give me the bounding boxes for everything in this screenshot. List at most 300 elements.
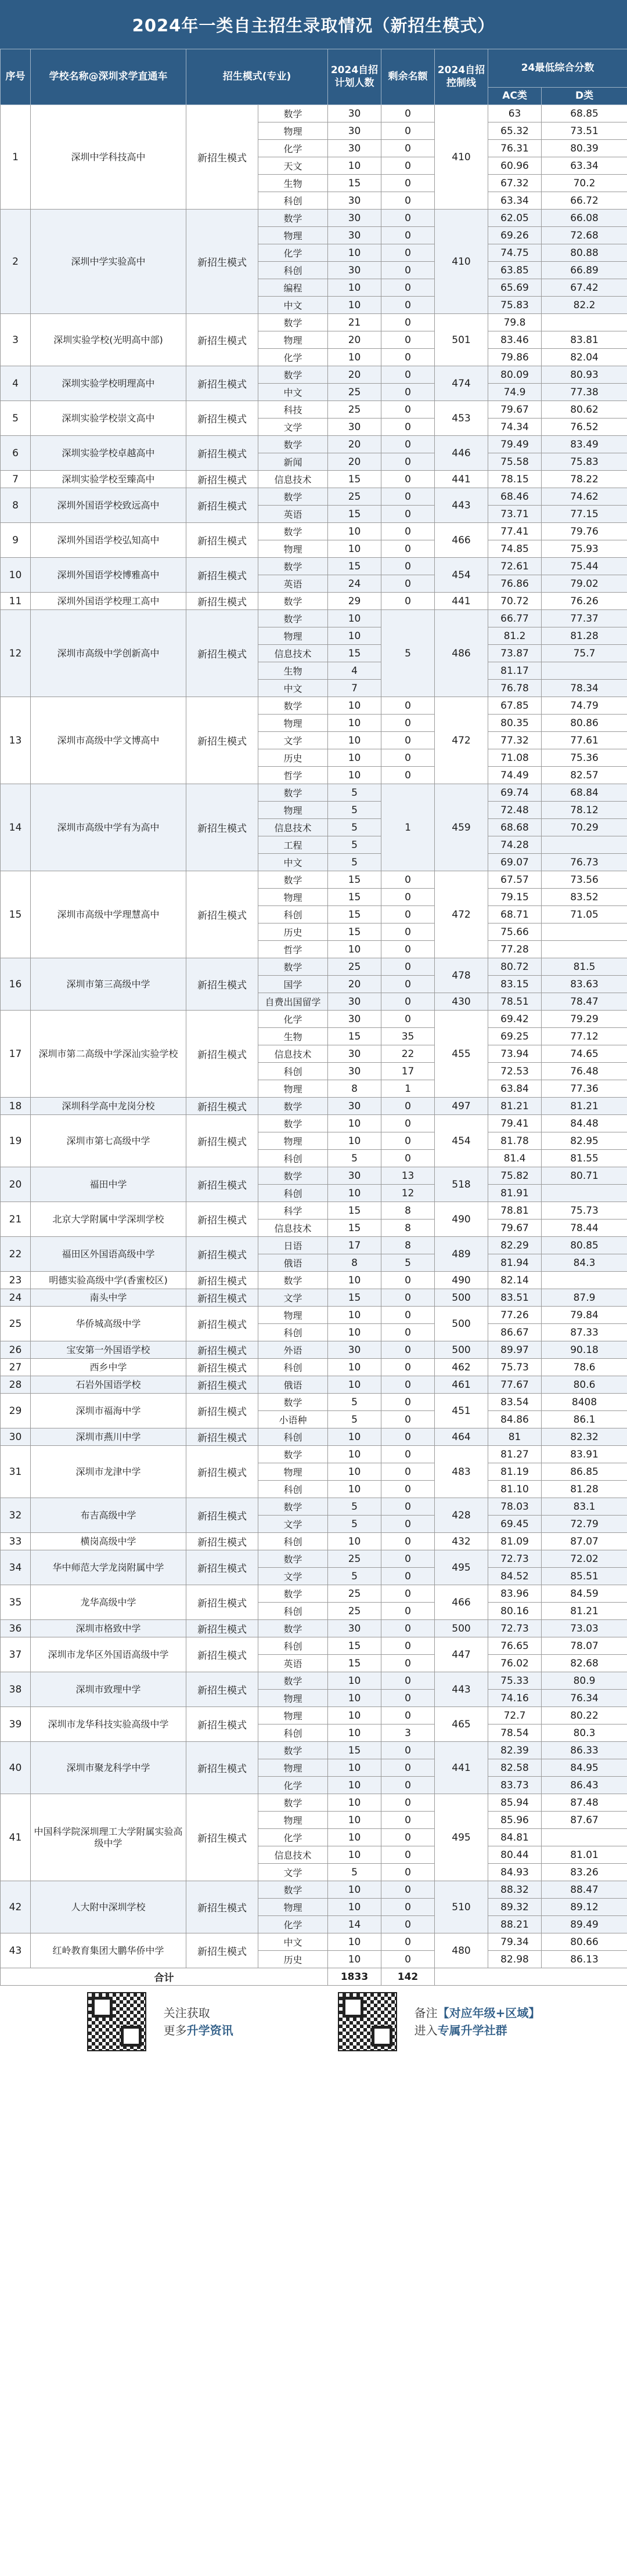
remaining-cell: 0 — [381, 1394, 435, 1411]
page-title: 2024年一类自主招生录取情况（新招生模式） — [0, 0, 627, 49]
subject-cell: 数学 — [258, 1550, 328, 1568]
row-seq: 35 — [1, 1585, 31, 1620]
school-name: 明德实验高级中学(香蜜校区) — [31, 1272, 186, 1289]
mode-cell: 新招生模式 — [186, 436, 258, 471]
remaining-cell: 0 — [381, 122, 435, 140]
control-line-cell: 480 — [435, 1933, 488, 1968]
score-d-cell: 87.67 — [542, 1812, 627, 1829]
plan-cell: 15 — [328, 889, 381, 906]
remaining-cell: 17 — [381, 1063, 435, 1080]
mode-cell: 新招生模式 — [186, 1202, 258, 1237]
row-seq: 43 — [1, 1933, 31, 1968]
remaining-cell: 0 — [381, 1777, 435, 1794]
remaining-cell: 0 — [381, 749, 435, 767]
plan-cell: 10 — [328, 767, 381, 784]
subject-cell: 科创 — [258, 1481, 328, 1498]
table-row — [1, 314, 627, 331]
school-name: 福田中学 — [31, 1167, 186, 1202]
score-d-cell: 68.85 — [542, 105, 627, 122]
mode-cell: 新招生模式 — [186, 401, 258, 436]
score-ac-cell: 68.46 — [488, 488, 542, 506]
score-d-cell: 80.93 — [542, 366, 627, 384]
row-seq: 23 — [1, 1272, 31, 1289]
score-ac-cell: 78.51 — [488, 993, 542, 1011]
plan-cell: 10 — [328, 1672, 381, 1690]
table-row — [1, 471, 627, 488]
score-d-cell: 80.9 — [542, 1672, 627, 1690]
plan-cell: 30 — [328, 1045, 381, 1063]
remaining-cell: 0 — [381, 906, 435, 923]
subject-cell: 历史 — [258, 923, 328, 941]
remaining-cell: 0 — [381, 732, 435, 749]
mode-cell: 新招生模式 — [186, 523, 258, 558]
remaining-cell: 1 — [381, 784, 435, 871]
plan-cell: 21 — [328, 314, 381, 331]
score-ac-cell: 81.17 — [488, 662, 542, 680]
subject-cell: 物理 — [258, 627, 328, 645]
plan-cell: 5 — [328, 784, 381, 802]
plan-cell: 10 — [328, 1707, 381, 1724]
subject-cell: 数学 — [258, 105, 328, 122]
mode-cell: 新招生模式 — [186, 1428, 258, 1446]
school-name: 红岭教育集团大鹏华侨中学 — [31, 1933, 186, 1968]
subject-cell: 俄语 — [258, 1376, 328, 1394]
score-d-cell: 79.76 — [542, 523, 627, 540]
subject-cell: 物理 — [258, 889, 328, 906]
score-ac-cell: 69.45 — [488, 1516, 542, 1533]
mode-cell: 新招生模式 — [186, 1098, 258, 1115]
score-ac-cell: 79.67 — [488, 401, 542, 418]
mode-cell: 新招生模式 — [186, 1707, 258, 1742]
plan-cell: 5 — [328, 1411, 381, 1428]
plan-cell: 5 — [328, 802, 381, 819]
subject-cell: 文学 — [258, 1289, 328, 1307]
remaining-cell: 0 — [381, 593, 435, 610]
score-ac-cell: 80.72 — [488, 958, 542, 976]
subject-cell: 科学 — [258, 1202, 328, 1220]
school-name: 深圳市高级中学文博高中 — [31, 697, 186, 784]
mode-cell: 新招生模式 — [186, 210, 258, 314]
mode-cell: 新招生模式 — [186, 1794, 258, 1881]
table-row — [1, 1742, 627, 1759]
subject-cell: 化学 — [258, 1011, 328, 1028]
subject-cell: 国学 — [258, 976, 328, 993]
score-ac-cell: 75.82 — [488, 1167, 542, 1185]
score-ac-cell: 74.49 — [488, 767, 542, 784]
score-ac-cell: 73.87 — [488, 645, 542, 662]
plan-cell: 30 — [328, 192, 381, 210]
school-name: 深圳市龙华科技实验高级中学 — [31, 1707, 186, 1742]
score-ac-cell: 83.46 — [488, 331, 542, 349]
plan-cell: 30 — [328, 1098, 381, 1115]
score-d-cell: 80.88 — [542, 244, 627, 262]
plan-cell: 5 — [328, 1394, 381, 1411]
row-seq: 36 — [1, 1620, 31, 1637]
subject-cell: 生物 — [258, 1028, 328, 1045]
score-ac-cell: 81.4 — [488, 1150, 542, 1167]
subject-cell: 科创 — [258, 1185, 328, 1202]
subject-cell: 英语 — [258, 1655, 328, 1672]
table-row — [1, 1498, 627, 1516]
score-ac-cell: 76.31 — [488, 140, 542, 157]
score-d-cell: 78.12 — [542, 802, 627, 819]
plan-cell: 8 — [328, 1080, 381, 1098]
score-ac-cell: 72.48 — [488, 802, 542, 819]
mode-cell: 新招生模式 — [186, 314, 258, 366]
mode-cell: 新招生模式 — [186, 1881, 258, 1933]
remaining-cell: 0 — [381, 349, 435, 366]
score-ac-cell: 69.07 — [488, 854, 542, 871]
score-ac-cell: 78.81 — [488, 1202, 542, 1220]
score-d-cell: 79.29 — [542, 1011, 627, 1028]
school-name: 深圳外国语学校致远高中 — [31, 488, 186, 523]
score-ac-cell: 89.32 — [488, 1899, 542, 1916]
plan-cell: 15 — [328, 471, 381, 488]
plan-cell: 15 — [328, 1637, 381, 1655]
score-ac-cell: 65.69 — [488, 279, 542, 297]
score-ac-cell: 86.67 — [488, 1324, 542, 1341]
remaining-cell: 0 — [381, 1550, 435, 1568]
remaining-cell: 0 — [381, 1533, 435, 1550]
mode-cell: 新招生模式 — [186, 1637, 258, 1672]
score-d-cell: 76.52 — [542, 418, 627, 436]
remaining-cell: 0 — [381, 1881, 435, 1899]
plan-cell: 10 — [328, 697, 381, 715]
score-d-cell: 77.37 — [542, 610, 627, 627]
control-line-cell: 441 — [435, 593, 488, 610]
score-ac-cell: 77.26 — [488, 1307, 542, 1324]
row-seq: 17 — [1, 1011, 31, 1098]
subject-cell: 数学 — [258, 210, 328, 227]
remaining-cell: 0 — [381, 767, 435, 784]
subject-cell: 工程 — [258, 836, 328, 854]
remaining-cell: 0 — [381, 401, 435, 418]
row-seq: 24 — [1, 1289, 31, 1307]
remaining-cell: 0 — [381, 941, 435, 958]
score-d-cell: 86.43 — [542, 1777, 627, 1794]
plan-cell: 10 — [328, 1899, 381, 1916]
plan-cell: 7 — [328, 680, 381, 697]
school-name: 宝安第一外国语学校 — [31, 1341, 186, 1359]
mode-cell: 新招生模式 — [186, 1237, 258, 1272]
score-ac-cell: 72.73 — [488, 1550, 542, 1568]
score-d-cell: 72.68 — [542, 227, 627, 244]
footer-left-highlight: 升学资讯 — [186, 2023, 233, 2037]
subject-cell: 数学 — [258, 1498, 328, 1516]
row-seq: 14 — [1, 784, 31, 871]
score-d-cell: 77.36 — [542, 1080, 627, 1098]
score-d-cell: 78.34 — [542, 680, 627, 697]
score-ac-cell: 62.05 — [488, 210, 542, 227]
control-line-cell: 454 — [435, 1115, 488, 1167]
score-ac-cell: 77.28 — [488, 941, 542, 958]
remaining-cell: 0 — [381, 1498, 435, 1516]
score-ac-cell: 68.68 — [488, 819, 542, 836]
plan-cell: 30 — [328, 1011, 381, 1028]
subject-cell: 物理 — [258, 122, 328, 140]
mode-cell: 新招生模式 — [186, 1272, 258, 1289]
remaining-cell: 0 — [381, 1516, 435, 1533]
remaining-cell: 0 — [381, 1324, 435, 1341]
plan-cell: 8 — [328, 1254, 381, 1272]
score-ac-cell: 71.08 — [488, 749, 542, 767]
subject-cell: 外语 — [258, 1341, 328, 1359]
score-ac-cell: 66.77 — [488, 610, 542, 627]
table-row — [1, 697, 627, 715]
table-row — [1, 871, 627, 889]
school-name: 深圳市高级中学创新高中 — [31, 610, 186, 697]
plan-cell: 10 — [328, 1324, 381, 1341]
plan-cell: 30 — [328, 1167, 381, 1185]
control-line-cell: 497 — [435, 1098, 488, 1115]
remaining-cell: 0 — [381, 1759, 435, 1777]
score-d-cell: 86.33 — [542, 1742, 627, 1759]
score-ac-cell: 80.16 — [488, 1603, 542, 1620]
plan-cell: 20 — [328, 331, 381, 349]
header-control: 2024自招控制线 — [435, 49, 488, 105]
score-ac-cell: 75.33 — [488, 1672, 542, 1690]
score-d-cell: 85.51 — [542, 1568, 627, 1585]
remaining-cell: 0 — [381, 105, 435, 122]
control-line-cell: 466 — [435, 1585, 488, 1620]
header-d: D类 — [542, 88, 627, 105]
plan-cell: 25 — [328, 958, 381, 976]
remaining-cell: 35 — [381, 1028, 435, 1045]
score-d-cell: 89.49 — [542, 1916, 627, 1933]
score-d-cell: 86.13 — [542, 1951, 627, 1968]
control-line-cell: 446 — [435, 436, 488, 471]
control-line-cell: 441 — [435, 471, 488, 488]
score-ac-cell: 74.85 — [488, 540, 542, 558]
subject-cell: 物理 — [258, 331, 328, 349]
school-name: 深圳外国语学校博雅高中 — [31, 558, 186, 593]
subject-cell: 物理 — [258, 802, 328, 819]
remaining-cell: 0 — [381, 993, 435, 1011]
plan-cell: 15 — [328, 871, 381, 889]
score-d-cell: 80.86 — [542, 715, 627, 732]
plan-cell: 14 — [328, 1916, 381, 1933]
score-ac-cell: 78.15 — [488, 471, 542, 488]
subject-cell: 化学 — [258, 1777, 328, 1794]
score-ac-cell: 77.41 — [488, 523, 542, 540]
score-d-cell: 84.59 — [542, 1585, 627, 1603]
score-d-cell: 83.91 — [542, 1446, 627, 1463]
subject-cell: 数学 — [258, 1115, 328, 1132]
score-ac-cell: 84.52 — [488, 1568, 542, 1585]
plan-cell: 10 — [328, 1812, 381, 1829]
score-d-cell: 70.29 — [542, 819, 627, 836]
score-ac-cell: 82.58 — [488, 1759, 542, 1777]
remaining-cell: 8 — [381, 1202, 435, 1220]
school-name: 深圳市龙华区外国语高级中学 — [31, 1637, 186, 1672]
score-d-cell: 76.34 — [542, 1690, 627, 1707]
remaining-cell: 0 — [381, 488, 435, 506]
score-ac-cell: 81.91 — [488, 1185, 542, 1202]
row-seq: 31 — [1, 1446, 31, 1498]
plan-cell: 25 — [328, 401, 381, 418]
mode-cell: 新招生模式 — [186, 1933, 258, 1968]
remaining-cell: 0 — [381, 1359, 435, 1376]
control-line-cell: 478 — [435, 958, 488, 993]
subject-cell: 俄语 — [258, 1254, 328, 1272]
subject-cell: 数学 — [258, 1585, 328, 1603]
plan-cell: 20 — [328, 453, 381, 471]
subject-cell: 物理 — [258, 1463, 328, 1481]
score-d-cell: 66.89 — [542, 262, 627, 279]
remaining-cell: 0 — [381, 1603, 435, 1620]
row-seq: 9 — [1, 523, 31, 558]
score-ac-cell: 67.85 — [488, 697, 542, 715]
score-ac-cell: 75.66 — [488, 923, 542, 941]
control-line-cell: 430 — [435, 993, 488, 1011]
remaining-cell: 0 — [381, 1933, 435, 1951]
remaining-cell: 0 — [381, 1655, 435, 1672]
school-name: 深圳市福海中学 — [31, 1394, 186, 1428]
score-d-cell: 83.52 — [542, 889, 627, 906]
qr-code-left[interactable] — [87, 1992, 146, 2051]
plan-cell: 15 — [328, 1028, 381, 1045]
plan-cell: 29 — [328, 593, 381, 610]
row-seq: 16 — [1, 958, 31, 1011]
mode-cell: 新招生模式 — [186, 105, 258, 210]
remaining-cell: 0 — [381, 1150, 435, 1167]
subject-cell: 科创 — [258, 1428, 328, 1446]
plan-cell: 15 — [328, 175, 381, 192]
qr-code-right[interactable] — [338, 1992, 397, 2051]
row-seq: 18 — [1, 1098, 31, 1115]
subject-cell: 数学 — [258, 610, 328, 627]
subject-cell: 中文 — [258, 680, 328, 697]
score-ac-cell: 81.94 — [488, 1254, 542, 1272]
plan-cell: 30 — [328, 140, 381, 157]
score-ac-cell: 81.78 — [488, 1132, 542, 1150]
score-ac-cell: 78.03 — [488, 1498, 542, 1516]
plan-cell: 10 — [328, 941, 381, 958]
score-ac-cell: 80.35 — [488, 715, 542, 732]
school-name: 深圳市第七高级中学 — [31, 1115, 186, 1167]
remaining-cell: 0 — [381, 471, 435, 488]
table-row — [1, 1707, 627, 1724]
plan-cell: 30 — [328, 1341, 381, 1359]
school-name: 深圳外国语学校弘知高中 — [31, 523, 186, 558]
mode-cell: 新招生模式 — [186, 958, 258, 1011]
remaining-cell: 0 — [381, 140, 435, 157]
plan-cell: 10 — [328, 349, 381, 366]
plan-cell: 10 — [328, 627, 381, 645]
plan-cell: 10 — [328, 279, 381, 297]
plan-cell: 10 — [328, 1185, 381, 1202]
remaining-cell: 0 — [381, 1620, 435, 1637]
score-ac-cell: 73.94 — [488, 1045, 542, 1063]
score-ac-cell: 69.25 — [488, 1028, 542, 1045]
subject-cell: 物理 — [258, 1132, 328, 1150]
score-ac-cell: 69.74 — [488, 784, 542, 802]
school-name: 深圳市高级中学理慧高中 — [31, 871, 186, 958]
mode-cell: 新招生模式 — [186, 1289, 258, 1307]
school-name: 福田区外国语高级中学 — [31, 1237, 186, 1272]
subject-cell: 科创 — [258, 1637, 328, 1655]
remaining-cell: 0 — [381, 1115, 435, 1132]
score-ac-cell: 69.42 — [488, 1011, 542, 1028]
row-seq: 2 — [1, 210, 31, 314]
school-name: 深圳市龙津中学 — [31, 1446, 186, 1498]
subject-cell: 哲学 — [258, 941, 328, 958]
mode-cell: 新招生模式 — [186, 1307, 258, 1341]
score-ac-cell: 81.09 — [488, 1533, 542, 1550]
mode-cell: 新招生模式 — [186, 1498, 258, 1533]
table-row — [1, 1167, 627, 1185]
header-mode: 招生模式(专业) — [186, 49, 328, 105]
score-d-cell: 80.66 — [542, 1933, 627, 1951]
row-seq: 40 — [1, 1742, 31, 1794]
score-d-cell: 73.56 — [542, 871, 627, 889]
remaining-cell: 0 — [381, 1690, 435, 1707]
plan-cell: 20 — [328, 366, 381, 384]
plan-cell: 30 — [328, 210, 381, 227]
mode-cell: 新招生模式 — [186, 471, 258, 488]
remaining-cell: 0 — [381, 1463, 435, 1481]
score-d-cell: 78.22 — [542, 471, 627, 488]
school-name: 深圳市第二高级中学深汕实验学校 — [31, 1011, 186, 1098]
plan-cell: 15 — [328, 1220, 381, 1237]
mode-cell: 新招生模式 — [186, 1672, 258, 1707]
score-ac-cell: 63.85 — [488, 262, 542, 279]
remaining-cell: 0 — [381, 366, 435, 384]
score-d-cell: 76.48 — [542, 1063, 627, 1080]
header-seq: 序号 — [1, 49, 31, 105]
subject-cell: 生物 — [258, 175, 328, 192]
control-line-cell: 489 — [435, 1237, 488, 1272]
score-ac-cell: 81.10 — [488, 1481, 542, 1498]
score-ac-cell: 72.7 — [488, 1707, 542, 1724]
mode-cell: 新招生模式 — [186, 558, 258, 593]
subject-cell: 数学 — [258, 488, 328, 506]
remaining-cell: 22 — [381, 1045, 435, 1063]
score-ac-cell: 79.8 — [488, 314, 542, 331]
remaining-cell: 0 — [381, 1376, 435, 1394]
plan-cell: 15 — [328, 1202, 381, 1220]
remaining-cell: 0 — [381, 1446, 435, 1463]
remaining-cell: 0 — [381, 1272, 435, 1289]
mode-cell: 新招生模式 — [186, 871, 258, 958]
table-row — [1, 558, 627, 575]
score-d-cell: 87.33 — [542, 1324, 627, 1341]
score-d-cell — [542, 836, 627, 854]
plan-cell: 5 — [328, 1150, 381, 1167]
plan-cell: 10 — [328, 523, 381, 540]
score-d-cell — [542, 1272, 627, 1289]
subject-cell: 科创 — [258, 1533, 328, 1550]
row-seq: 41 — [1, 1794, 31, 1881]
control-line-cell: 432 — [435, 1533, 488, 1550]
plan-cell: 4 — [328, 662, 381, 680]
row-seq: 11 — [1, 593, 31, 610]
school-name: 深圳实验学校至臻高中 — [31, 471, 186, 488]
control-line-cell: 500 — [435, 1307, 488, 1341]
table-row — [1, 1794, 627, 1812]
school-name: 深圳科学高中龙岗分校 — [31, 1098, 186, 1115]
score-ac-cell: 81 — [488, 1428, 542, 1446]
score-ac-cell: 74.75 — [488, 244, 542, 262]
plan-cell: 30 — [328, 122, 381, 140]
score-d-cell: 78.44 — [542, 1220, 627, 1237]
score-ac-cell: 76.02 — [488, 1655, 542, 1672]
score-ac-cell: 79.41 — [488, 1115, 542, 1132]
table-row — [1, 1446, 627, 1463]
plan-cell: 15 — [328, 923, 381, 941]
score-ac-cell: 83.51 — [488, 1289, 542, 1307]
score-ac-cell: 67.57 — [488, 871, 542, 889]
